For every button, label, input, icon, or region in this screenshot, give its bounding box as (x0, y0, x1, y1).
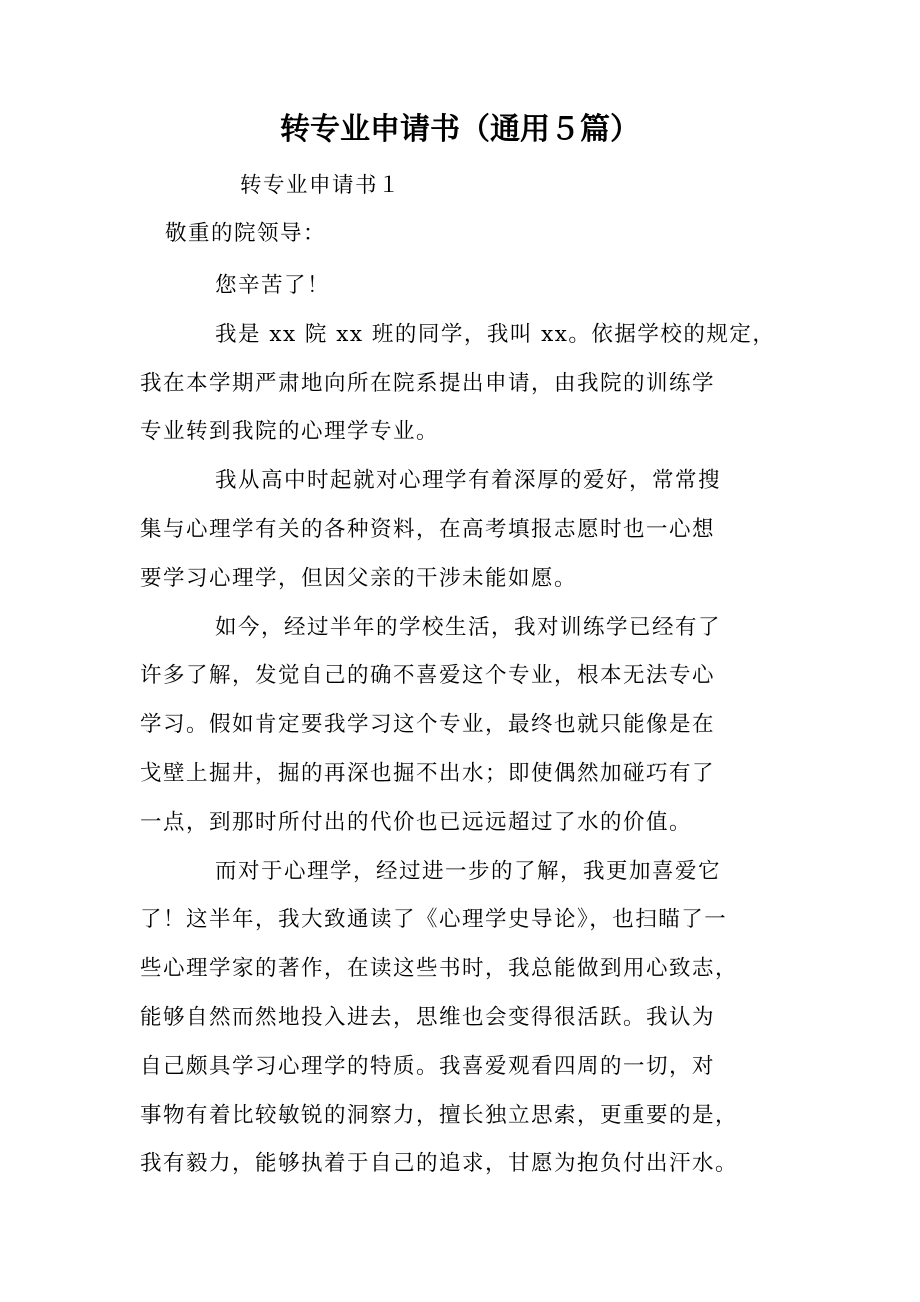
body-line: 您辛苦了！ (215, 273, 331, 298)
body-line: 些心理学家的著作，在读这些书时，我总能做到用心致志， (140, 956, 739, 982)
body-line: 一点，到那时所付出的代价也已远远超过了水的价值。 (140, 809, 693, 835)
document-subtitle: 转专业申请书１ (240, 173, 402, 198)
body-line: 而对于心理学，经过进一步的了解，我更加喜爱它 (215, 858, 722, 884)
body-line: 我有毅力，能够执着于自己的追求，甘愿为抱负付出汗水。 (140, 1151, 739, 1177)
body-line: 我是 xx 院 xx 班的同学，我叫 xx。依据学校的规定， (215, 321, 776, 347)
body-line: 要学习心理学，但因父亲的干涉未能如愿。 (140, 565, 578, 591)
body-line: 能够自然而然地投入进去，思维也会变得很活跃。我认为 (140, 1004, 716, 1030)
body-line: 如今，经过半年的学校生活，我对训练学已经有了 (215, 614, 722, 640)
body-line: 许多了解，发觉自己的确不喜爱这个专业，根本无法专心 (140, 663, 716, 689)
body-line: 我从高中时起就对心理学有着深厚的爱好，常常搜 (215, 468, 722, 494)
body-line: 事物有着比较敏锐的洞察力，擅长独立思索，更重要的是， (140, 1102, 739, 1128)
body-line: 集与心理学有关的各种资料，在高考填报志愿时也一心想 (140, 516, 716, 542)
document-title: 转专业申请书（通用５篇） (280, 112, 640, 147)
body-line: 我在本学期严肃地向所在院系提出申请，由我院的训练学 (140, 370, 716, 396)
body-line: 戈壁上掘井，掘的再深也掘不出水；即使偶然加碰巧有了 (140, 760, 716, 786)
salutation: 敬重的院领导： (165, 221, 327, 246)
body-line: 自己颇具学习心理学的特质。我喜爱观看四周的一切，对 (140, 1053, 716, 1079)
letter-body (140, 262, 800, 1189)
body-line: 学习。假如肯定要我学习这个专业，最终也就只能像是在 (140, 712, 716, 738)
body-line: 了！这半年，我大致通读了《心理学史导论》，也扫瞄了一 (140, 907, 728, 933)
body-line: 专业转到我院的心理学专业。 (140, 419, 440, 445)
